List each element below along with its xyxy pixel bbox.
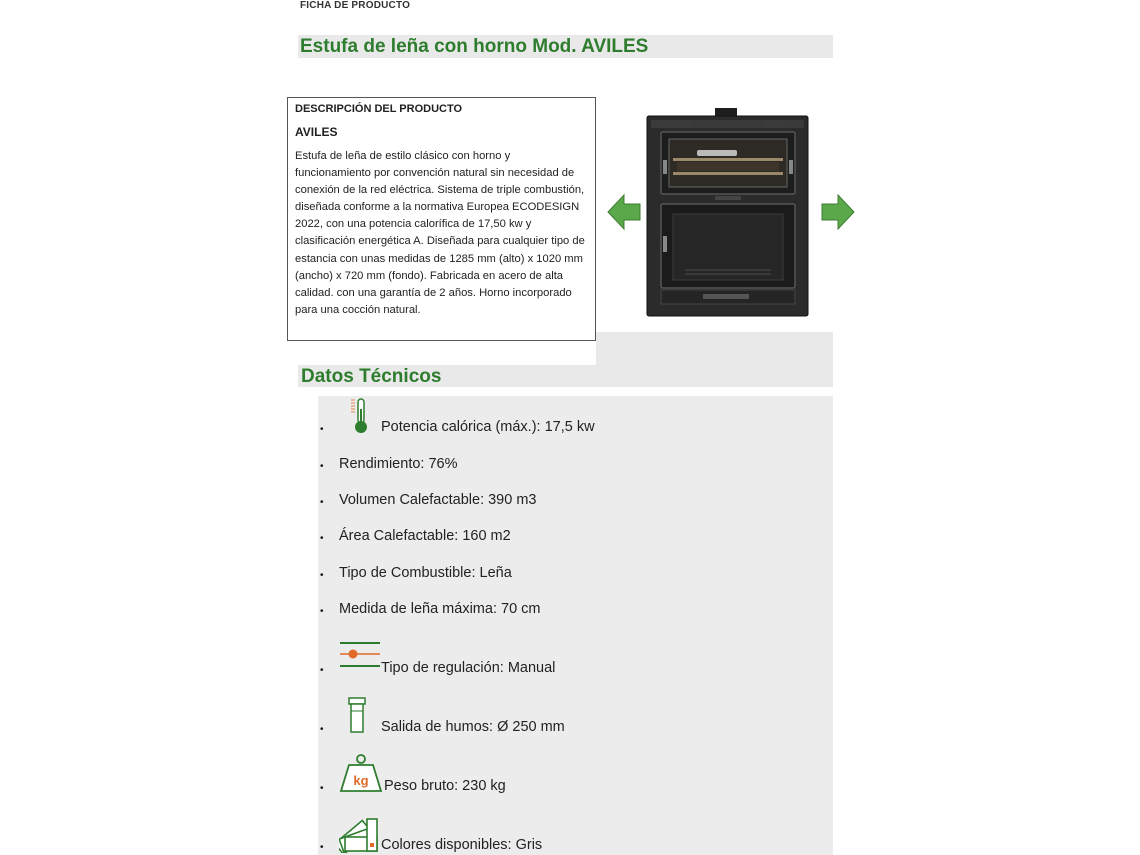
spec-medida-lena: Medida de leña máxima: 70 cm (339, 601, 541, 617)
description-body: Estufa de leña de estilo clásico con horno y funcionamiento por convención natural sin necesidad de conexión de la red eléctrica. Sistema de triple combustión, diseñada conforme a la normativa Europea ECODESIGN 2022, con una potencia calorífica de 17,50 kw y clasificación energética A. Diseñada para cualquier tipo de estancia con unas medidas de 1285 mm (alto) x 1020 mm (ancho) x 720 mm (fondo). Fabricada en acero de alta calidad. con una garantía de 2 años. Horno incorporado para una cocción natural. (295, 150, 585, 316)
arrow-right-icon[interactable] (820, 192, 856, 232)
spec-peso: Peso bruto: 230 kg (384, 778, 506, 794)
spec-bullet: • (320, 724, 324, 735)
spec-regulacion: Tipo de regulación: Manual (381, 660, 556, 676)
spec-bullet: • (320, 783, 324, 794)
spec-combustible: Tipo de Combustible: Leña (339, 565, 512, 581)
regulation-slider-icon (339, 640, 381, 670)
datos-tecnicos-title: Datos Técnicos (301, 366, 442, 387)
title-bar (298, 35, 833, 58)
spec-bullet: • (320, 533, 324, 544)
stove-image (645, 108, 810, 318)
page-title: Estufa de leña con horno Mod. AVILES (300, 36, 649, 57)
decorative-grey-block (596, 332, 833, 365)
spec-bullet: • (320, 424, 324, 435)
color-swatches-icon (339, 813, 381, 853)
spec-bullet: • (320, 570, 324, 581)
spec-rendimiento: Rendimiento: 76% (339, 456, 458, 472)
spec-potencia: Potencia calórica (máx.): 17,5 kw (381, 419, 595, 435)
product-sheet-label: FICHA DE PRODUCTO (300, 0, 411, 11)
spec-bullet: • (320, 461, 324, 472)
description-heading: DESCRIPCIÓN DEL PRODUCTO (295, 103, 463, 115)
description-box (287, 97, 596, 341)
arrow-left-icon[interactable] (606, 192, 642, 232)
chimney-pipe-icon (346, 697, 368, 735)
spec-bullet: • (320, 497, 324, 508)
spec-area: Área Calefactable: 160 m2 (339, 528, 511, 544)
datos-tecnicos-bar (298, 365, 833, 387)
thermometer-icon (349, 397, 371, 435)
weight-kg-label: kg (353, 773, 369, 788)
spec-colores: Colores disponibles: Gris (381, 837, 543, 853)
spec-bullet: • (320, 842, 324, 853)
spec-bullet: • (320, 665, 324, 676)
description-model: AVILES (295, 125, 338, 139)
weight-kg-icon (339, 753, 383, 793)
spec-salida-humos: Salida de humos: Ø 250 mm (381, 719, 565, 735)
spec-volumen: Volumen Calefactable: 390 m3 (339, 492, 537, 508)
spec-bullet: • (320, 606, 324, 617)
